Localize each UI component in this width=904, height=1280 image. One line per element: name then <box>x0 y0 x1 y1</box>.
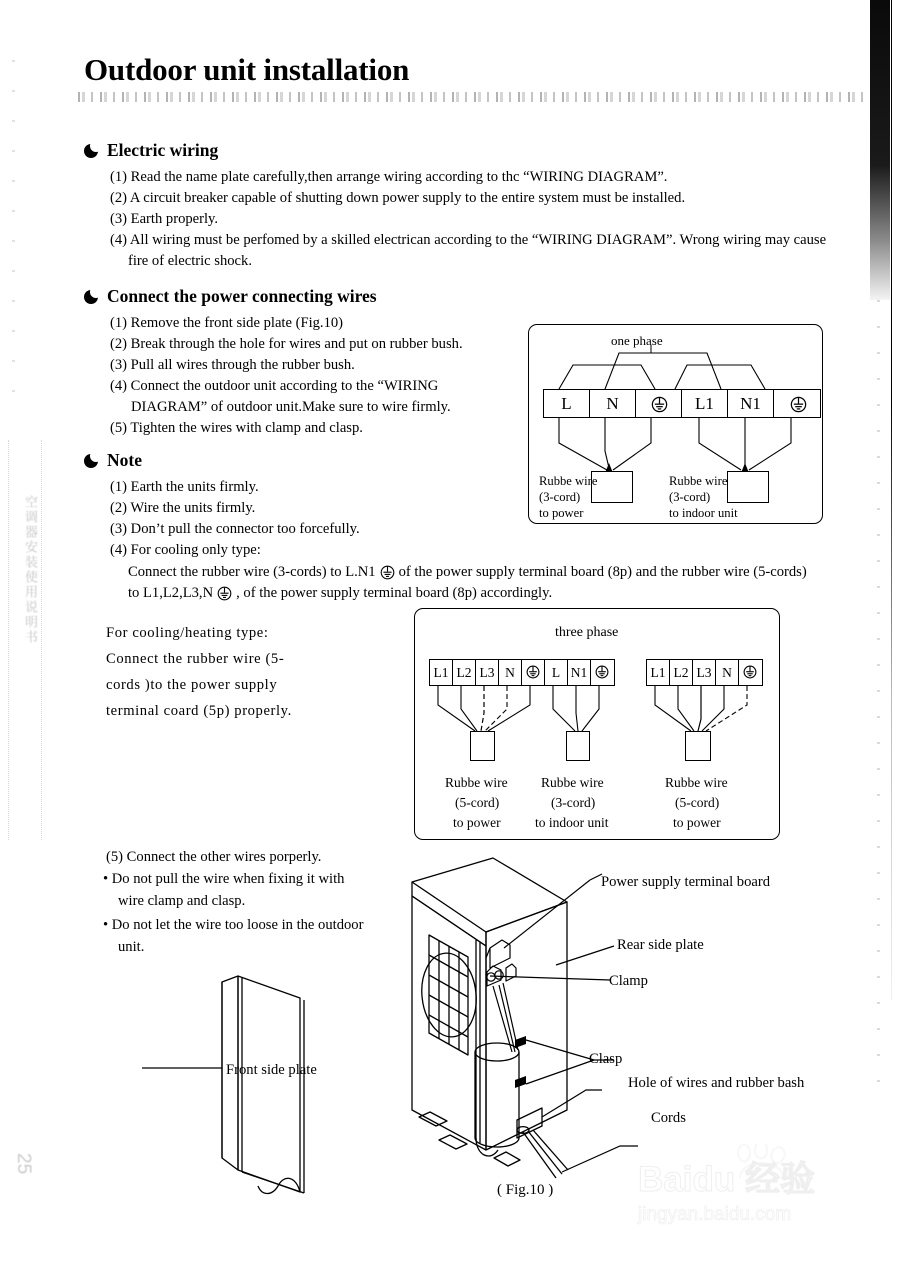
terminal-L1: L1 <box>682 390 728 417</box>
three-phase-note-1-line-2: (5-cord) <box>455 795 500 810</box>
one-phase-note-left-line-3: to power <box>539 506 584 520</box>
margin-vertical-text: 空调器安装使用说明书 <box>23 495 38 645</box>
closing-item-5: (5) Connect the other wires porperly. <box>106 849 322 865</box>
electric-wiring-item-1: (1) Read the name plate carefully,then arrange wiring according to thc “WIRING DIAGRAM”. <box>110 169 668 185</box>
scan-dotted-margin-left <box>12 60 15 420</box>
outdoor-unit-illustration <box>190 840 890 1220</box>
crescent-bullet-icon <box>84 290 98 304</box>
terminal-N: N <box>716 660 739 685</box>
crescent-bullet-icon <box>84 454 98 468</box>
fig-label-hole-of-wires: Hole of wires and rubber bash <box>628 1075 805 1091</box>
three-phase-terminal-block-right <box>646 659 763 686</box>
terminal-N: N <box>499 660 522 685</box>
note-cooling-only-text-pre-2: to L1,L2,L3,N <box>128 585 214 601</box>
fig-label-power-supply-terminal-board: Power supply terminal board <box>601 874 771 890</box>
scan-edge-rule <box>891 0 892 1000</box>
electric-wiring-item-2: (2) A circuit breaker capable of shutting down power supply to the entire system must be installed. <box>110 190 686 206</box>
title-underline-rule <box>78 92 863 102</box>
terminal-L2: L2 <box>453 660 476 685</box>
fig-label-front-side-plate: Front side plate <box>226 1062 317 1078</box>
note-cooling-only-line-1 <box>128 562 807 583</box>
three-phase-wire-box-middle <box>566 731 590 761</box>
note-cooling-only-text-post: of the power supply terminal board (8p) and the rubber wire (5-cords) <box>398 564 807 580</box>
three-phase-note-3-line-2: (5-cord) <box>675 795 720 810</box>
fig-label-clamp: Clamp <box>609 973 648 989</box>
terminal-L: L <box>544 390 590 417</box>
electric-wiring-item-4-cont: fire of electric shock. <box>128 253 252 269</box>
note-item-2: (2) Wire the units firmly. <box>110 500 256 516</box>
connect-power-item-5: (5) Tighten the wires with clamp and clasp. <box>110 420 363 436</box>
one-phase-note-left-line-2: (3-cord) <box>539 490 581 504</box>
note-cooling-only-line-2 <box>128 583 552 604</box>
earth-icon <box>217 586 232 601</box>
terminal-earth-1 <box>522 660 545 685</box>
watermark-sub-text: jingyan.baidu.com <box>638 1204 792 1225</box>
terminal-N1: N1 <box>568 660 591 685</box>
note-cooling-only-text-pre: Connect the rubber wire (3-cords) to L.N1 <box>128 564 376 580</box>
fig-label-cords: Cords <box>651 1110 686 1126</box>
terminal-earth-3 <box>739 660 762 685</box>
section-heading-label: Note <box>107 450 142 470</box>
closing-bullet-1-line-2: wire clamp and clasp. <box>118 893 246 909</box>
note-item-4: (4) For cooling only type: <box>110 542 261 558</box>
earth-icon <box>790 396 805 411</box>
terminal-L: L <box>545 660 568 685</box>
three-phase-wire-box-right <box>685 731 711 761</box>
scan-edge-artifact <box>870 0 890 300</box>
section-heading-electric-wiring <box>84 140 218 161</box>
terminal-earth-2 <box>774 390 820 417</box>
terminal-N: N <box>590 390 636 417</box>
one-phase-caption: one phase <box>611 333 663 348</box>
one-phase-note-right-line-1: Rubbe wire <box>669 474 728 488</box>
three-phase-terminal-block-left <box>429 659 615 686</box>
electric-wiring-item-4: (4) All wiring must be perfomed by a skilled electrican according to the “WIRING DIAGRAM”. Wrong wiring may cause <box>110 232 827 248</box>
connect-power-item-4: (4) Connect the outdoor unit according to the “WIRING <box>110 378 439 394</box>
terminal-L2: L2 <box>670 660 693 685</box>
terminal-earth-2 <box>591 660 614 685</box>
earth-icon <box>595 665 610 680</box>
fig-label-rear-side-plate: Rear side plate <box>617 937 704 953</box>
three-phase-note-1-line-3: to power <box>453 815 501 830</box>
earth-icon <box>526 665 541 680</box>
one-phase-note-right-line-3: to indoor unit <box>669 506 738 520</box>
earth-icon <box>380 565 395 580</box>
terminal-N1: N1 <box>728 390 774 417</box>
connect-power-item-4-cont: DIAGRAM” of outdoor unit.Make sure to wire firmly. <box>131 399 451 415</box>
cooling-heating-text <box>106 620 406 724</box>
section-heading-note <box>84 450 142 471</box>
three-phase-wiring-diagram <box>414 608 780 840</box>
terminal-earth-1 <box>636 390 682 417</box>
section-heading-label: Connect the power connecting wires <box>107 286 377 306</box>
connect-power-item-3: (3) Pull all wires through the rubber bush. <box>110 357 355 373</box>
note-cooling-only-text-post-2: , of the power supply terminal board (8p) accordingly. <box>236 585 553 601</box>
three-phase-note-3-line-3: to power <box>673 815 721 830</box>
watermark-main-text: Baidu 经验 <box>638 1160 815 1199</box>
three-phase-note-1-line-1: Rubbe wire <box>445 775 508 790</box>
fig-label-clasp: Clasp <box>589 1051 623 1067</box>
section-heading-label: Electric wiring <box>107 140 219 160</box>
cooling-heating-line-4: terminal coard (5p) properly. <box>106 703 292 719</box>
terminal-L1: L1 <box>647 660 670 685</box>
cooling-heating-line-2: Connect the rubber wire (5- <box>106 651 285 667</box>
three-phase-wire-box-left <box>470 731 495 761</box>
terminal-L1: L1 <box>430 660 453 685</box>
connect-power-item-1: (1) Remove the front side plate (Fig.10) <box>110 315 344 331</box>
earth-icon <box>743 665 758 680</box>
three-phase-note-2-line-1: Rubbe wire <box>541 775 604 790</box>
page-title: Outdoor unit installation <box>84 52 410 87</box>
crescent-bullet-icon <box>84 144 98 158</box>
figure-caption: ( Fig.10 ) <box>497 1182 554 1198</box>
one-phase-terminal-block <box>543 389 821 418</box>
one-phase-note-right-line-2: (3-cord) <box>669 490 711 504</box>
page-number: 25 <box>13 1153 34 1175</box>
terminal-L3: L3 <box>476 660 499 685</box>
cooling-heating-line-3: cords )to the power supply <box>106 677 278 693</box>
three-phase-caption: three phase <box>555 625 619 640</box>
note-item-1: (1) Earth the units firmly. <box>110 479 259 495</box>
closing-bullet-1-line-1: • Do not pull the wire when fixing it with <box>103 871 345 887</box>
three-phase-note-3-line-1: Rubbe wire <box>665 775 728 790</box>
one-phase-note-left-line-1: Rubbe wire <box>539 474 598 488</box>
section-heading-connect-power <box>84 286 377 307</box>
terminal-L3: L3 <box>693 660 716 685</box>
earth-icon <box>651 396 666 411</box>
cooling-heating-line-1: For cooling/heating type: <box>106 625 269 641</box>
closing-bullet-2-line-1: • Do not let the wire too loose in the outdoor <box>103 917 364 933</box>
one-phase-wiring-diagram <box>528 324 823 524</box>
three-phase-note-2-line-2: (3-cord) <box>551 795 596 810</box>
electric-wiring-item-3: (3) Earth properly. <box>110 211 219 227</box>
one-phase-rubber-wire-box-right <box>727 471 769 503</box>
three-phase-note-2-line-3: to indoor unit <box>535 815 609 830</box>
connect-power-item-2: (2) Break through the hole for wires and put on rubber bush. <box>110 336 463 352</box>
closing-bullet-2-line-2: unit. <box>118 939 145 955</box>
note-item-3: (3) Don’t pull the connector too forcefully. <box>110 521 360 537</box>
